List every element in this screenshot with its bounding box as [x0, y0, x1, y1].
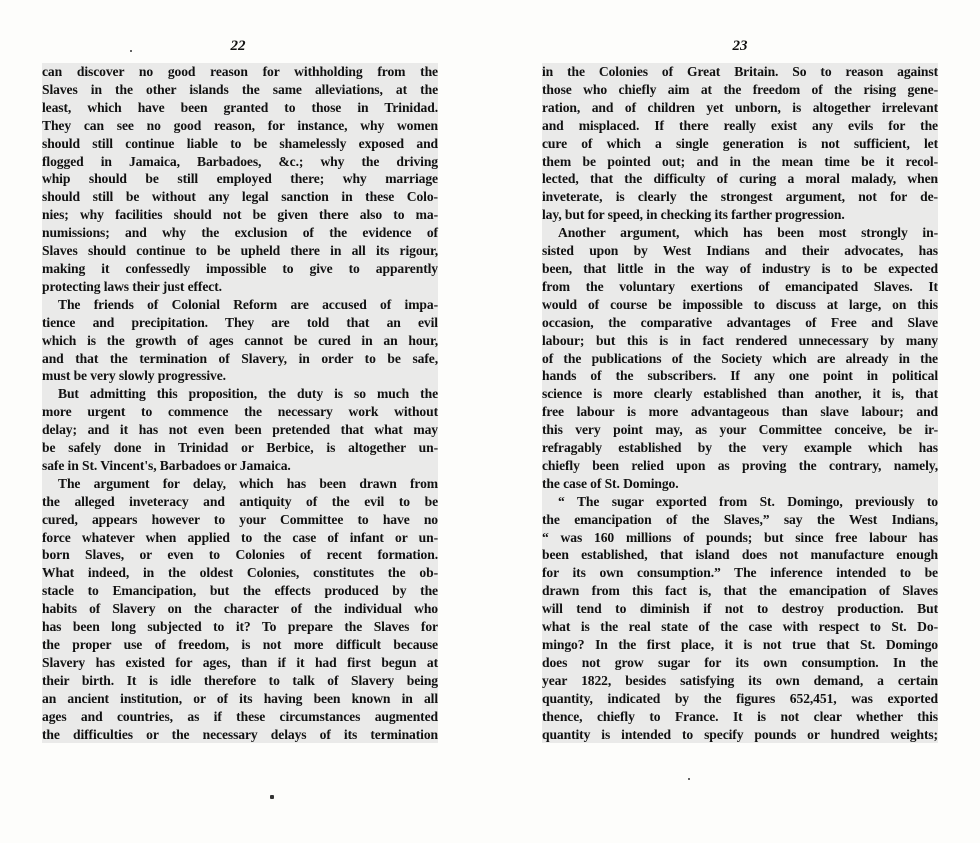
text-line: which is the growth of ages cannot be cured in an hour,	[42, 332, 438, 348]
ink-speck	[130, 50, 132, 52]
text-line: the case of St. Domingo.	[542, 475, 938, 493]
text-line: year 1822, besides satisfying its own demand, a certain	[542, 672, 938, 688]
text-line: their birth. It is idle therefore to talk of Slavery being	[42, 672, 438, 688]
text-line: quantity is intended to specify pounds or hundred weights;	[542, 726, 938, 742]
text-line: them be pointed out; and in the mean time be it recol-	[542, 153, 938, 169]
text-line: be safely done in Trinidad or Berbice, is altogether un-	[42, 440, 438, 456]
text-line: protecting laws their just effect.	[42, 278, 438, 296]
text-line: What indeed, in the oldest Colonies, constitutes the ob-	[42, 565, 438, 581]
text-line: thence, chiefly to France. It is not clear whether this	[542, 708, 938, 724]
text-line: can discover no good reason for withholding from the	[42, 64, 438, 79]
text-line: been, that little in the way of industry is to be expected	[542, 260, 938, 276]
text-line: free labour is more advantageous than slave labour; and	[542, 404, 938, 420]
text-line: born Slaves, or even to Colonies of recent formation.	[42, 547, 438, 563]
text-line: more urgent to commence the necessary work without	[42, 404, 438, 420]
text-line: what is the real state of the case with respect to St. Do-	[542, 619, 938, 635]
text-line: ration, and of children yet unborn, is altogether irrelevant	[542, 99, 938, 115]
left-page-body	[42, 63, 438, 743]
text-line: does not grow sugar for its own consumption. In the	[542, 654, 938, 670]
text-line: should still be without any legal sanction in these Colo-	[42, 189, 438, 205]
text-line: drawn from this fact is, that the emancipation of Slaves	[542, 583, 938, 599]
text-line: “ was 160 millions of pounds; but since free labour has	[542, 529, 938, 545]
text-line: Slavery has existed for ages, than if it had first begun at	[42, 654, 438, 670]
text-line: the alleged inveteracy and antiquity of the evil to be	[42, 493, 438, 509]
text-line: has been long subjected to it? To prepare the Slaves for	[42, 619, 438, 635]
text-line: the difficulties or the necessary delays of its termination	[42, 726, 438, 742]
text-line: those who chiefly aim at the freedom of the rising gene-	[542, 81, 938, 97]
text-line: They can see no good reason, for instance, why women	[42, 117, 438, 133]
text-line: will tend to diminish if not to destroy production. But	[542, 601, 938, 617]
text-line: occasion, the comparative advantages of Free and Slave	[542, 314, 938, 330]
text-line: But admitting this proposition, the duty is so much the	[42, 385, 438, 403]
text-line: The friends of Colonial Reform are accused of impa-	[42, 296, 438, 314]
text-line: hands of the subscribers. If any one point in political	[542, 368, 938, 384]
text-line: should still continue liable to be shamelessly exposed and	[42, 135, 438, 151]
text-line: stacle to Emancipation, but the effects produced by the	[42, 583, 438, 599]
text-line: lected, that the difficulty of curing a moral malady, when	[542, 171, 938, 187]
text-line: lay, but for speed, in checking its farther progression.	[542, 206, 938, 224]
text-line: in the Colonies of Great Britain. So to reason against	[542, 64, 938, 79]
text-line: tience and precipitation. They are told that an evil	[42, 314, 438, 330]
text-line: making it confessedly impossible to give to apparently	[42, 260, 438, 276]
text-line: least, which have been granted to those in Trinidad.	[42, 99, 438, 115]
text-line: an ancient institution, or of its having been known in all	[42, 690, 438, 706]
text-line: “ The sugar exported from St. Domingo, previously to	[542, 493, 938, 511]
text-line: nies; why facilities should not be given there also to ma-	[42, 207, 438, 223]
page-number-left: 22	[230, 38, 246, 54]
text-line: cured, appears however to your Committee to have no	[42, 511, 438, 527]
text-line: flogged in Jamaica, Barbadoes, &c.; why the driving	[42, 153, 438, 169]
text-line: ages and countries, as if these circumstances augmented	[42, 708, 438, 724]
text-line: Another argument, which has been most strongly in-	[542, 224, 938, 242]
text-line: of the publications of the Society which are already in the	[542, 350, 938, 366]
text-line: the emancipation of the Slaves,” say the West Indians,	[542, 511, 938, 527]
page-number-right: 23	[732, 38, 748, 54]
text-line: and that the termination of Slavery, in order to be safe,	[42, 350, 438, 366]
text-line: Slaves in the other islands the same alleviations, at the	[42, 81, 438, 97]
text-line: chiefly been relied upon as proving the contrary, namely,	[542, 457, 938, 473]
text-line: and misplaced. If there really exist any evils for the	[542, 117, 938, 133]
text-line: delay; and it has not even been pretended that what may	[42, 422, 438, 438]
text-line: labour; but this is in fact rendered unnecessary by many	[542, 332, 938, 348]
ink-speck	[688, 778, 690, 780]
right-page-body	[542, 63, 938, 743]
text-line: whip should be still employed there; why marriage	[42, 171, 438, 187]
text-line: science is more clearly established than another, it is, that	[542, 386, 938, 402]
text-line: safe in St. Vincent's, Barbadoes or Jamaica.	[42, 457, 438, 475]
text-line: would of course be impossible to discuss at large, on this	[542, 296, 938, 312]
text-line: Slaves should continue to be upheld there in all its rigour,	[42, 243, 438, 259]
text-line: numissions; and why the exclusion of the evidence of	[42, 225, 438, 241]
text-line: quantity, indicated by the figures 652,451, was exported	[542, 690, 938, 706]
text-line: must be very slowly progressive.	[42, 367, 438, 385]
text-line: this very point may, as your Committee conceive, be ir-	[542, 422, 938, 438]
text-line: inveterate, is clearly the strongest argument, not for de-	[542, 189, 938, 205]
text-line: from the voluntary exertions of emancipated Slaves. It	[542, 278, 938, 294]
text-line: refragably established by the very example which has	[542, 440, 938, 456]
text-line: the proper use of freedom, is not more difficult because	[42, 637, 438, 652]
text-line: mingo? In the first place, it is not true that St. Domingo	[542, 637, 938, 652]
text-line: sisted upon by West Indians and their advocates, has	[542, 243, 938, 259]
text-line: The argument for delay, which has been drawn from	[42, 475, 438, 493]
text-line: been established, that island does not manufacture enough	[542, 547, 938, 563]
ink-speck	[270, 795, 274, 799]
right-page	[490, 0, 980, 843]
text-line: force whatever when applied to the case of infant or un-	[42, 529, 438, 545]
text-line: for its own consumption.” The inference intended to be	[542, 565, 938, 581]
text-line: cure of which a single generation is not sufficient, let	[542, 135, 938, 151]
text-line: habits of Slavery on the character of the individual who	[42, 601, 438, 617]
